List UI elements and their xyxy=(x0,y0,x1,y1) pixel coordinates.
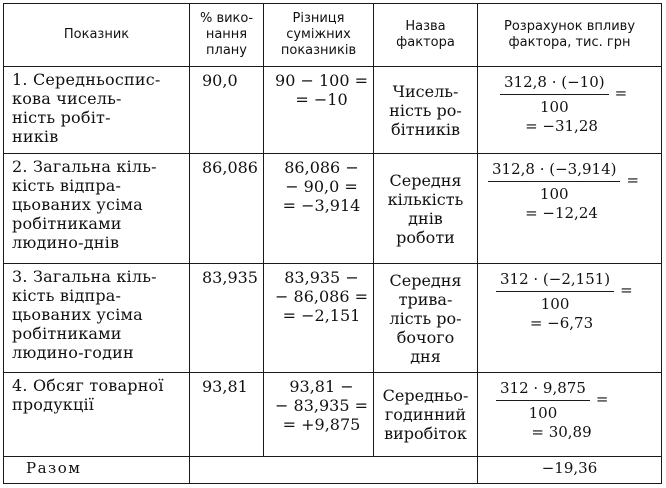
factor-line: годинний xyxy=(384,405,467,424)
indicator-line: кова чисель- xyxy=(12,89,122,108)
diff-line: = −2,151 xyxy=(282,306,361,325)
table-row xyxy=(4,373,662,457)
denominator: 100 xyxy=(540,295,570,313)
denominator: 100 xyxy=(528,404,558,422)
table-row xyxy=(4,154,662,264)
table-row xyxy=(4,67,662,154)
header-factor-line1: Назва xyxy=(405,19,446,34)
indicator-line: ність робіт- xyxy=(12,108,111,127)
calc-result: = 30,89 xyxy=(531,423,592,441)
header-calc-line2: фактора, тис. грн xyxy=(508,35,631,50)
header-diff xyxy=(264,4,374,67)
header-percent xyxy=(190,4,264,67)
diff-line: 93,81 − xyxy=(289,377,354,396)
header-diff-line1: Різниця xyxy=(292,11,345,26)
indicator-line: продукції xyxy=(12,395,95,414)
factor-line: Середня xyxy=(389,170,462,190)
diff-line: − 86,086 = xyxy=(275,287,368,306)
header-percent-line2: нання xyxy=(205,27,248,42)
fraction xyxy=(498,69,611,117)
factor-line: трива- xyxy=(398,289,453,309)
header-row xyxy=(4,4,662,67)
factor-line: лість ро- xyxy=(389,308,462,328)
factor-line: виробіток xyxy=(384,424,467,443)
fraction xyxy=(494,375,592,423)
total-label: Разом xyxy=(4,457,190,484)
factor-line: дня xyxy=(410,346,441,366)
diff-line: = −10 xyxy=(295,90,348,109)
factor-analysis-table xyxy=(3,3,662,484)
numerator: 312 · 9,875 xyxy=(500,379,586,397)
indicator-cell xyxy=(4,373,190,457)
calc-cell xyxy=(478,154,662,264)
percent-cell: 90,0 xyxy=(190,67,264,154)
denominator: 100 xyxy=(539,185,569,203)
calc-result: = −12,24 xyxy=(525,204,598,222)
factor-line: Чисель- xyxy=(392,81,459,101)
table-row xyxy=(4,264,662,373)
diff-cell xyxy=(264,264,374,373)
factor-line: роботи xyxy=(396,227,455,247)
indicator-line: кість відпра- xyxy=(12,286,122,305)
denominator: 100 xyxy=(539,98,569,116)
header-factor-line2: фактора xyxy=(396,35,455,50)
header-calc-line1: Розрахунок впливу xyxy=(503,19,636,34)
indicator-line: цьованих усіма xyxy=(12,305,143,324)
total-row xyxy=(4,457,662,484)
diff-line: 90 − 100 = xyxy=(275,71,368,90)
factor-line: днів xyxy=(408,208,443,228)
header-percent-line1: % вико- xyxy=(199,11,254,26)
indicator-line: робітниками xyxy=(12,324,122,343)
factor-line: бітників xyxy=(390,119,461,139)
diff-line: = −3,914 xyxy=(282,196,361,215)
fraction xyxy=(486,156,622,204)
indicator-line: людино-днів xyxy=(12,233,120,252)
indicator-line: людино-годин xyxy=(12,343,134,362)
equals-sign: = xyxy=(614,83,628,102)
diff-line: 86,086 − xyxy=(284,158,359,177)
header-diff-line2: суміжних xyxy=(286,27,351,42)
total-value: −19,36 xyxy=(478,457,662,484)
diff-line: − 83,935 = xyxy=(275,396,368,415)
factor-cell xyxy=(374,67,478,154)
numerator: 312,8 · (−3,914) xyxy=(492,160,617,178)
indicator-line: ників xyxy=(12,127,59,146)
percent-cell: 93,81 xyxy=(190,373,264,457)
equals-sign: = xyxy=(626,170,640,189)
indicator-cell xyxy=(4,154,190,264)
indicator-line: робітниками xyxy=(12,214,122,233)
diff-line: = +9,875 xyxy=(282,415,361,434)
calc-cell xyxy=(478,373,662,457)
indicator-line: 3. Загальна кіль- xyxy=(12,267,157,286)
numerator: 312,8 · (−10) xyxy=(504,73,605,91)
header-factor xyxy=(374,4,478,67)
total-empty-cell xyxy=(190,457,478,484)
calc-cell xyxy=(478,264,662,373)
factor-line: Середньо- xyxy=(382,386,469,405)
indicator-line: 1. Середньоспис- xyxy=(12,70,161,89)
factor-line: кількість xyxy=(387,189,464,209)
factor-line: ність ро- xyxy=(389,100,462,120)
factor-line: бочого xyxy=(396,327,455,347)
indicator-cell xyxy=(4,67,190,154)
percent-cell: 86,086 xyxy=(190,154,264,264)
factor-cell xyxy=(374,373,478,457)
indicator-line: кість відпра- xyxy=(12,176,122,195)
calc-result: = −6,73 xyxy=(529,314,594,332)
factor-line: Середня xyxy=(389,270,462,290)
equals-sign: = xyxy=(595,389,609,408)
calc-result: = −31,28 xyxy=(525,117,598,135)
calc-cell xyxy=(478,67,662,154)
header-percent-line3: плану xyxy=(206,43,247,58)
equals-sign: = xyxy=(620,280,633,299)
diff-cell xyxy=(264,67,374,154)
diff-line: − 90,0 = xyxy=(285,177,358,196)
indicator-line: 2. Загальна кіль- xyxy=(12,157,157,176)
fraction xyxy=(494,266,616,314)
diff-cell xyxy=(264,154,374,264)
diff-line: 83,935 − xyxy=(284,268,359,287)
header-diff-line3: показників xyxy=(280,43,357,58)
factor-cell xyxy=(374,264,478,373)
diff-cell xyxy=(264,373,374,457)
factor-cell xyxy=(374,154,478,264)
indicator-line: 4. Обсяг товарної xyxy=(12,376,164,395)
indicator-cell xyxy=(4,264,190,373)
percent-cell: 83,935 xyxy=(190,264,264,373)
header-indicator: Показник xyxy=(4,4,190,67)
numerator: 312 · (−2,151) xyxy=(500,270,611,288)
header-calc xyxy=(478,4,662,67)
indicator-line: цьованих усіма xyxy=(12,195,143,214)
